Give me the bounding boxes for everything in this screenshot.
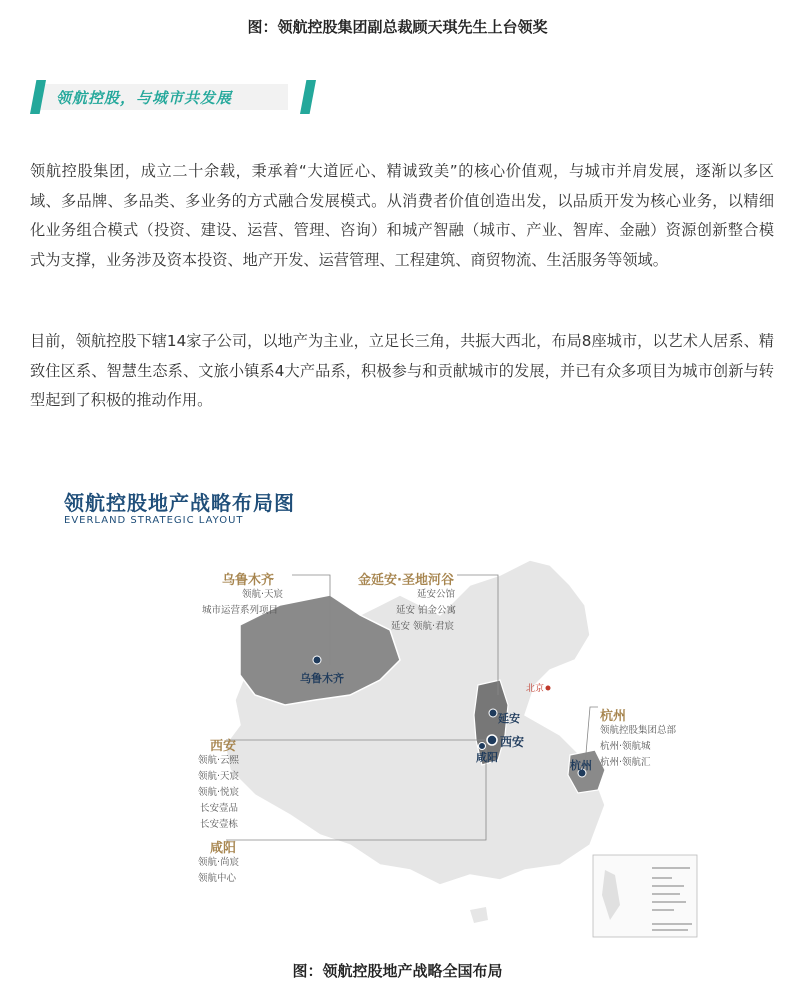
city-label-hangzhou: 杭州 (570, 759, 592, 772)
group-xian-item: 领航·云熙 (198, 755, 240, 766)
urumqi-marker (313, 656, 321, 664)
city-label-beijing: 北京 (526, 684, 545, 694)
group-urumqi-item: 城市运营系列项目 (202, 605, 279, 616)
group-xianyang-heading: 咸阳 (210, 841, 237, 856)
city-label-xian: 西安 (500, 735, 525, 749)
beijing-marker (546, 686, 551, 691)
map-title: 领航控股地产战略布局图 (64, 491, 295, 515)
group-xian-item: 长安壹栋 (200, 819, 239, 830)
map-subtitle: EVERLAND STRATEGIC LAYOUT (64, 515, 244, 526)
paragraph-intro: 领航控股集团，成立二十余载，秉承着“大道匠心、精诚致美”的核心价值观，与城市并肩发展，逐渐以多区域、多品牌、多品类、多业务的方式融合发展模式。从消费者价值创造出发，以品质开发为核心业务，以精细化业务组合模式（投资、建设、运营、管理、咨询）和城产智融（城市、产业、智库、金融）资源创新整合模式为支撑，业务涉及资本投资、地产开发、运营管理、工程建筑、商贸物流、生活服务等领域。 (30, 162, 774, 269)
group-hangzhou-item: 杭州·领航城 (600, 741, 651, 752)
group-xian-item: 领航·天宸 (198, 771, 240, 782)
group-xian-item: 领航·悦宸 (198, 787, 240, 798)
group-hangzhou-heading: 杭州 (600, 709, 627, 724)
city-label-xianyang: 咸阳 (476, 751, 498, 764)
section-accent-right (300, 80, 316, 114)
strategic-layout-map (30, 465, 765, 943)
paragraph-current: 目前，领航控股下辖14家子公司，以地产为主业，立足长三角，共振大西北，布局8座城市，以艺术人居系、精致住区系、智慧生态系、文旅小镇系4大产品系，积极参与和贡献城市的发展，并已有众多项目为城市创新与转型起到了积极的推动作用。 (30, 332, 774, 409)
group-xian-item: 长安壹品 (200, 803, 239, 814)
group-yanan-heading: 金延安·圣地河谷 (358, 573, 454, 588)
group-hangzhou-item: 领航控股集团总部 (600, 725, 677, 736)
group-urumqi-heading: 乌鲁木齐 (222, 573, 275, 588)
china-map-graphic (30, 465, 765, 943)
city-label-urumqi: 乌鲁木齐 (300, 672, 344, 685)
group-xianyang-item: 领航中心 (198, 873, 237, 884)
group-urumqi-item: 领航·天宸 (242, 589, 284, 600)
group-yanan-item: 延安公馆 (417, 589, 456, 600)
section-title: 领航控股，与城市共发展 (56, 89, 233, 107)
section-heading (30, 80, 295, 114)
yanan-marker (489, 709, 497, 717)
city-label-yanan: 延安 (498, 712, 520, 725)
top-caption: 图：领航控股集团副总裁顾天琪先生上台领奖 (247, 18, 548, 36)
group-xianyang-item: 领航·尚宸 (198, 857, 240, 868)
bottom-caption: 图：领航控股地产战略全国布局 (292, 962, 503, 980)
group-xian-heading: 西安 (210, 739, 237, 754)
group-hangzhou-item: 杭州·领航汇 (600, 757, 651, 768)
group-yanan-item: 延安 铂金公寓 (396, 605, 457, 616)
group-yanan-item: 延安 领航·君宸 (391, 621, 455, 632)
hainan-island (470, 907, 488, 923)
xian-marker (487, 735, 497, 745)
